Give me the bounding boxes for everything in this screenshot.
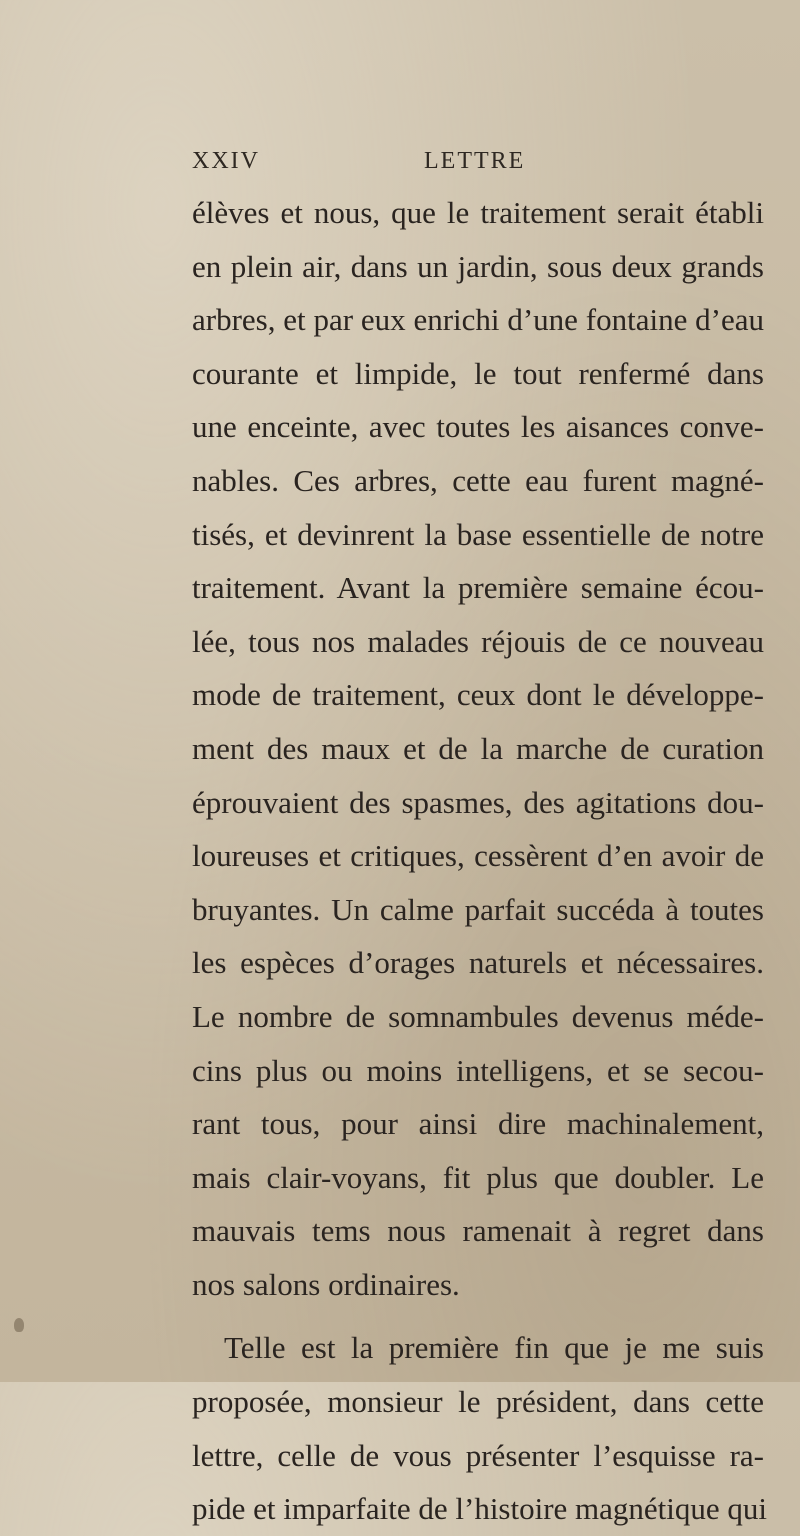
- text-line: rant tous, pour ainsi dire machinalement,: [192, 1106, 764, 1142]
- text-line: lettre, celle de vous présenter l’esquisse ra-: [192, 1437, 764, 1473]
- text-line: traitement. Avant la première semaine écou-: [192, 570, 764, 606]
- text-line: mauvais tems nous ramenait à regret dans: [192, 1213, 764, 1249]
- text-line: Le nombre de somnambules devenus méde-: [192, 998, 764, 1034]
- text-line: tisés, et devinrent la base essentielle de notre: [192, 516, 764, 552]
- text-line: bruyantes. Un calme parfait succéda à toutes: [192, 891, 764, 927]
- text-line: mode de traitement, ceux dont le développe-: [192, 677, 764, 713]
- text-line: éprouvaient des spasmes, des agitations dou-: [192, 784, 764, 820]
- text-line: Telle est la première fin que je me suis: [224, 1330, 764, 1366]
- text-line: en plein air, dans un jardin, sous deux grands: [192, 248, 764, 284]
- body-text: [192, 186, 768, 1536]
- text-line: lée, tous nos malades réjouis de ce nouveau: [192, 623, 764, 659]
- running-title: LETTRE: [424, 148, 526, 174]
- running-head: [192, 148, 612, 178]
- page-number: XXIV: [192, 148, 260, 174]
- text-line: une enceinte, avec toutes les aisances conve-: [192, 409, 764, 445]
- text-line: mais clair-voyans, fit plus que doubler. Le: [192, 1159, 764, 1195]
- text-line: proposée, monsieur le président, dans cette: [192, 1384, 764, 1420]
- paper-stain: [14, 1318, 24, 1332]
- text-line: courante et limpide, le tout renfermé dans: [192, 355, 764, 391]
- text-line: les espèces d’orages naturels et nécessaires.: [192, 945, 764, 981]
- text-line: pide et imparfaite de l’histoire magnétique qui: [192, 1491, 768, 1527]
- text-line: nables. Ces arbres, cette eau furent magné-: [192, 462, 764, 498]
- text-line: ment des maux et de la marche de curation: [192, 730, 764, 766]
- text-line: cins plus ou moins intelligens, et se secou-: [192, 1052, 764, 1088]
- text-line: loureuses et critiques, cessèrent d’en avoir de: [192, 838, 764, 874]
- text-line: arbres, et par eux enrichi d’une fontaine d’eau: [192, 302, 764, 338]
- text-line: élèves et nous, que le traitement serait établi: [192, 195, 764, 230]
- paragraph-gap: [192, 1311, 764, 1321]
- text-line: nos salons ordinaires.: [192, 1266, 460, 1302]
